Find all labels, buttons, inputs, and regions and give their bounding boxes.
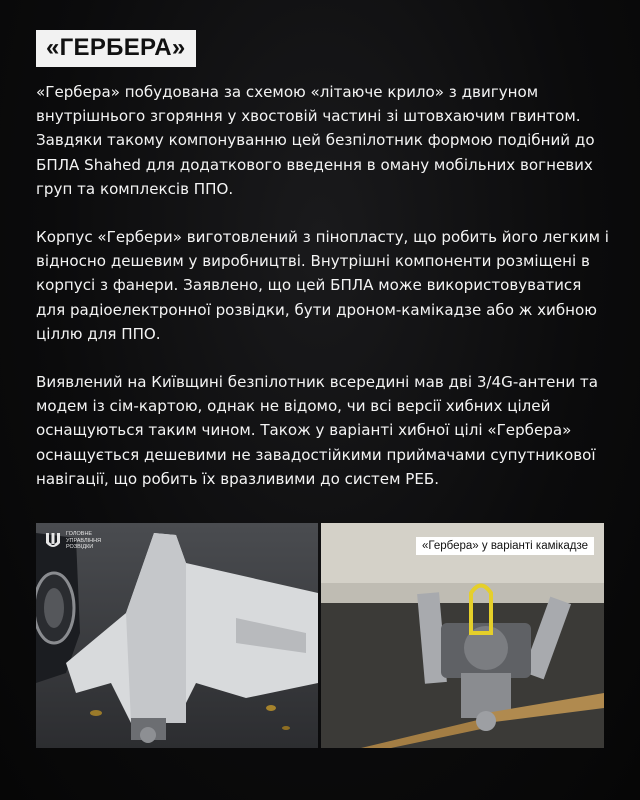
watermark-text: ГОЛОВНЕ УПРАВЛІННЯ РОЗВІДКИ — [66, 531, 102, 550]
kamikaze-variant-photo — [321, 523, 604, 748]
engine-illustration — [321, 523, 604, 748]
gur-watermark — [44, 531, 114, 551]
photo-caption: «Гербера» у варіанті камікадзе — [416, 537, 594, 555]
paragraph-1: «Гербера» побудована за схемою «літаюче крило» з двигуном внутрішнього згоряння у хвостовій частині зі штовхаючим гвинтом. Завдяки такому компонуванню цей безпілотник формою подібний до БПЛА Shahed для додаткового введення в оману мобільних вогневих груп та комплексів ППО. — [36, 83, 595, 198]
page-title: «ГЕРБЕРА» — [36, 30, 196, 67]
trident-icon — [44, 531, 62, 551]
paragraph-3: Виявлений на Київщині безпілотник всередині мав дві 3/4G-антени та модем із сім-картою, однак не відомо, чи всі версії хибних цілей оснащуються таким чином. Також у варіанті хибної цілі «Гербера» оснащується дешевими не завадостійкими приймачами супутникової навігації, що робить їх вразливими до систем РЕБ. — [36, 373, 598, 488]
article-body — [36, 80, 611, 515]
drone-wreck-photo — [36, 523, 318, 748]
photo-gallery — [36, 523, 604, 748]
paragraph-2: Корпус «Гербери» виготовлений з пінопласту, що робить його легким і відносно дешевим у виробництві. Внутрішні компоненти розміщені в корпусі з фанери. Заявлено, що цей БПЛА може використовуватися для радіоелектронної розвідки, бути дроном-камікадзе або ж хибною ціллю для ППО. — [36, 228, 609, 343]
drone-wreck-illustration — [36, 523, 318, 748]
